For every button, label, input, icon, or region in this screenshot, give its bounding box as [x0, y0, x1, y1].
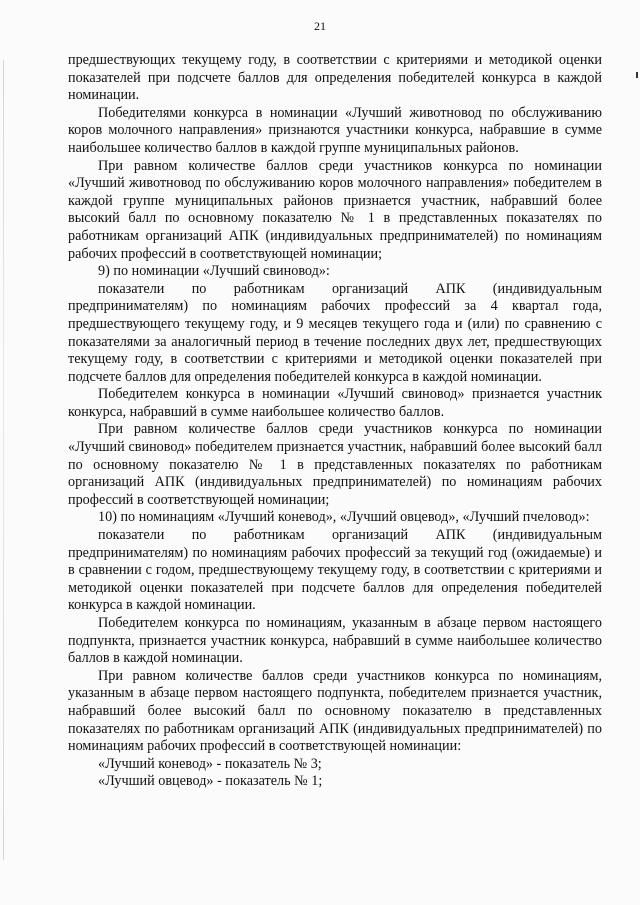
scan-artifact: [636, 72, 638, 78]
list-item-heading: 9) по номинации «Лучший свиновод»:: [98, 263, 330, 280]
paragraph: При равном количестве баллов среди участников конкурса по номинациям, указанным в абзаце первом настоящего подпункта, победителем признается участник, набравший более высокий балл по основному показателю в представленных показателях по работникам организаций АПК (индивидуальных предпринимателей) по номинациям рабочих профессий в соответствующей номинации:: [68, 667, 602, 755]
list-item-heading: 10) по номинациям «Лучший коневод», «Лучший овцевод», «Лучший пчеловод»:: [98, 509, 590, 526]
list-entry: «Лучший овцевод» - показатель № 1;: [98, 773, 323, 790]
list-entry: «Лучший коневод» - показатель № 3;: [98, 755, 322, 772]
paragraph: показатели по работникам организаций АПК (индивидуальным предпринимателям) по номинациям рабочих профессий за текущий год (ожидаемые) и в сравнении с годом, предшествующему текущему году, в соответствии с критериями и методикой оценки показателей при подсчете баллов для определения победителей конкурса в каждой номинации.: [68, 527, 602, 614]
paragraph: Победителем конкурса в номинации «Лучший свиновод» признается участник конкурса, набравший в сумме наибольшее количество баллов.: [68, 386, 602, 420]
paragraph: При равном количестве баллов среди участников конкурса по номинации «Лучший свиновод» победителем признается участник, набравший более высокий балл по основному показателю № 1 в представленных показателях по работникам организаций АПК (индивидуальных предпринимателей) по номинациям рабочих профессий в соответствующей номинации;: [68, 421, 602, 508]
paragraph: показатели по работникам организаций АПК (индивидуальным предпринимателям) по номинациям рабочих профессий за 4 квартал года, предшествующего текущему году, и 9 месяцев текущего года и (или) по сравнению с показателями за аналогичный период в течение последних двух лет, предшествующих текущему году, в соответствии с критериями и методикой оценки показателей при подсчете баллов для определения победителей конкурса в каждой номинации.: [68, 280, 602, 385]
document-body: [68, 52, 602, 791]
paragraph: При равном количестве баллов среди участников конкурса по номинации «Лучший животновод по обслуживанию коров молочного направления» победителем в каждой группе муниципальных районов признается участник, набравший более высокий балл по основному показателю № 1 в представленных показателях по работникам организаций АПК (индивидуальных предпринимателей) по номинациям рабочих профессий в соответствующей номинации;: [68, 157, 602, 262]
scan-edge: [3, 60, 4, 860]
paragraph: предшествующих текущему году, в соответствии с критериями и методикой оценки показателей при подсчете баллов для определения победителей конкурса в каждой номинации.: [68, 52, 602, 104]
paragraph: Победителем конкурса по номинациям, указанным в абзаце первом настоящего подпункта, признается участник конкурса, набравший в сумме наибольшее количество баллов в каждой номинации.: [68, 615, 602, 667]
page-number: 21: [314, 19, 326, 33]
paragraph: Победителями конкурса в номинации «Лучший животновод по обслуживанию коров молочного направления» признаются участники конкурса, набравшие в сумме наибольшее количество баллов в каждой группе муниципальных районов.: [68, 104, 602, 156]
